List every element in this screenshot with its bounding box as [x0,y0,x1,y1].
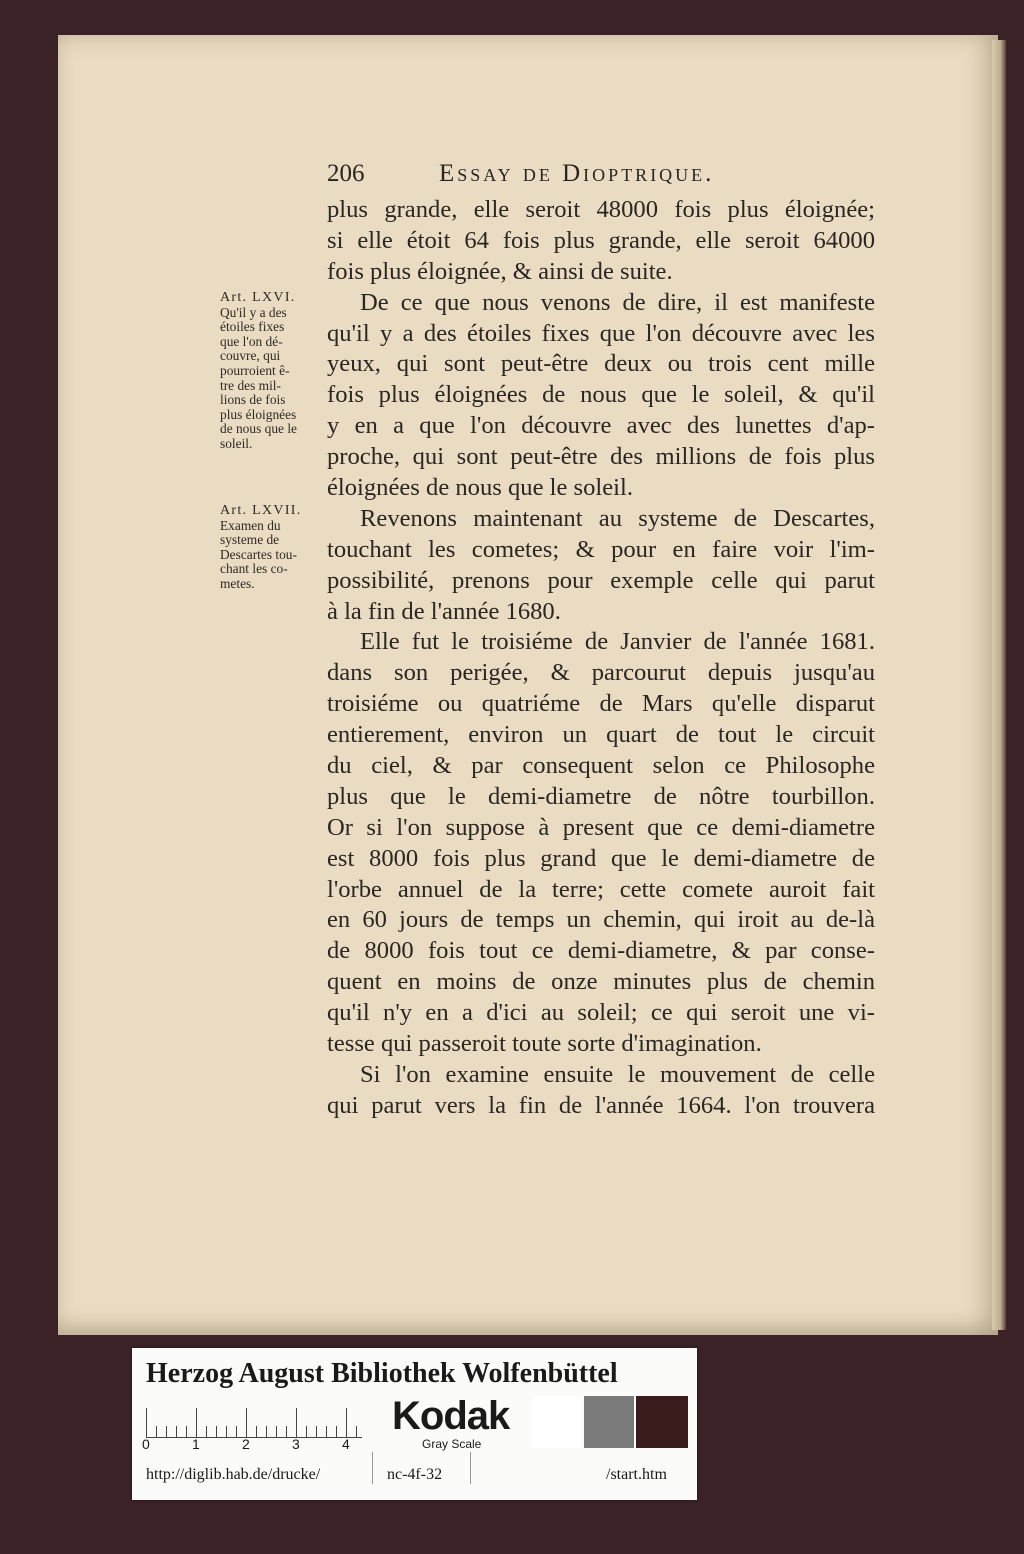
scale-number: 1 [192,1436,200,1452]
text-line: fois plus éloignée, & ainsi de suite. [327,257,673,285]
margin-line: soleil. [220,435,253,451]
source-url: http://diglib.hab.de/drucke/ [146,1466,321,1483]
margin-note-art-66 [220,291,326,452]
text-line: quent en moins de onze minutes plus de chemin [327,968,875,996]
margin-line: Descartes tou- [220,546,297,562]
margin-line: plus éloignées [220,406,297,422]
margin-line: Examen du [220,517,281,533]
shelfmark: nc-4f-32 [387,1466,443,1483]
text-line: Revenons maintenant au systeme de Descartes, [360,504,875,532]
text-line: qui parut vers la fin de l'année 1664. l'on trouvera [327,1091,875,1119]
gray-patch-mid [584,1396,634,1448]
text-line: tesse qui passeroit toute sorte d'imagination. [327,1030,762,1058]
scale-ruler [146,1404,362,1438]
scale-number: 3 [292,1436,300,1452]
text-line: Or si l'on suppose à present que ce demi-diametre [327,813,875,841]
text-line: plus que le demi-diametre de nôtre tourbillon. [327,782,875,810]
margin-line: de nous que le [220,421,297,437]
body-text [327,195,875,1122]
text-line: Si l'on examine ensuite le mouvement de celle [360,1060,875,1088]
text-line: en 60 jours de temps un chemin, qui iroit au de-là [327,906,875,934]
text-line: entierement, environ un quart de tout le circuit [327,721,875,749]
text-line: qu'il n'y en a d'ici au soleil; ce qui seroit une vi- [327,999,875,1027]
kodak-logo: Kodak [392,1394,510,1438]
margin-line: que l'on dé- [220,333,283,349]
text-line: si elle étoit 64 fois plus grande, elle seroit 64000 [327,226,875,254]
margin-line: Qu'il y a des [220,304,287,320]
scale-number: 2 [242,1436,250,1452]
margin-line: chant les co- [220,561,288,577]
text-line: plus grande, elle seroit 48000 fois plus éloignée; [327,196,875,223]
margin-line: tre des mil- [220,377,281,393]
margin-article-number: Art. LXVI. [220,290,296,305]
margin-line: systeme de [220,532,280,548]
gray-patch-dark [636,1396,688,1448]
text-line: troisiéme ou quatriéme de Mars qu'elle disparut [327,690,875,718]
margin-line: pourroient ê- [220,362,290,378]
margin-line: étoiles fixes [220,319,285,335]
archive-label [132,1348,697,1500]
text-line: de 8000 fois tout ce demi-diametre, & par conse- [327,937,875,965]
page-edge [992,40,1006,1330]
text-line: possibilité, prenons pour exemple celle qui parut [327,566,875,594]
page-header [327,160,872,192]
library-name: Herzog August Bibliothek Wolfenbüttel [146,1358,618,1389]
text-line: l'orbe annuel de la terre; cette comete auroit fait [327,875,875,903]
text-line: dans son perigée, & parcourut depuis jusqu'au [327,659,875,687]
text-line: à la fin de l'année 1680. [327,597,561,625]
page-number: 206 [327,160,365,187]
scale-number: 4 [342,1436,350,1452]
text-line: yeux, qui sont peut-être deux ou trois cent mille [327,350,875,378]
margin-line: lions de fois [220,392,286,408]
margin-article-number: Art. LXVII. [220,503,302,518]
text-line: fois plus éloignées de nous que le soleil, & qu'il [327,381,875,409]
gray-patch-white [532,1396,582,1448]
text-line: est 8000 fois plus grand que le demi-diametre de [327,844,875,872]
text-line: qu'il y a des étoiles fixes que l'on découvre avec les [327,319,875,347]
margin-note-art-67 [220,504,326,592]
text-line: proche, qui sont peut-être des millions de fois plus [327,443,875,471]
text-line: De ce que nous venons de dire, il est manifeste [360,288,875,316]
running-title: Essay de Dioptrique. [439,160,715,187]
text-line: y en a que l'on découvre avec des lunettes d'ap- [327,412,875,440]
margin-line: couvre, qui [220,348,281,364]
text-line: du ciel, & par consequent selon ce Philosophe [327,752,875,780]
text-line: Elle fut le troisiéme de Janvier de l'année 1681. [360,628,875,656]
scale-number: 0 [142,1436,150,1452]
gray-scale-label: Gray Scale [422,1437,482,1451]
text-line: éloignées de nous que le soleil. [327,474,633,502]
text-line: touchant les cometes; & pour en faire voir l'im- [327,535,875,563]
margin-line: metes. [220,575,255,591]
start-path: /start.htm [606,1466,667,1483]
